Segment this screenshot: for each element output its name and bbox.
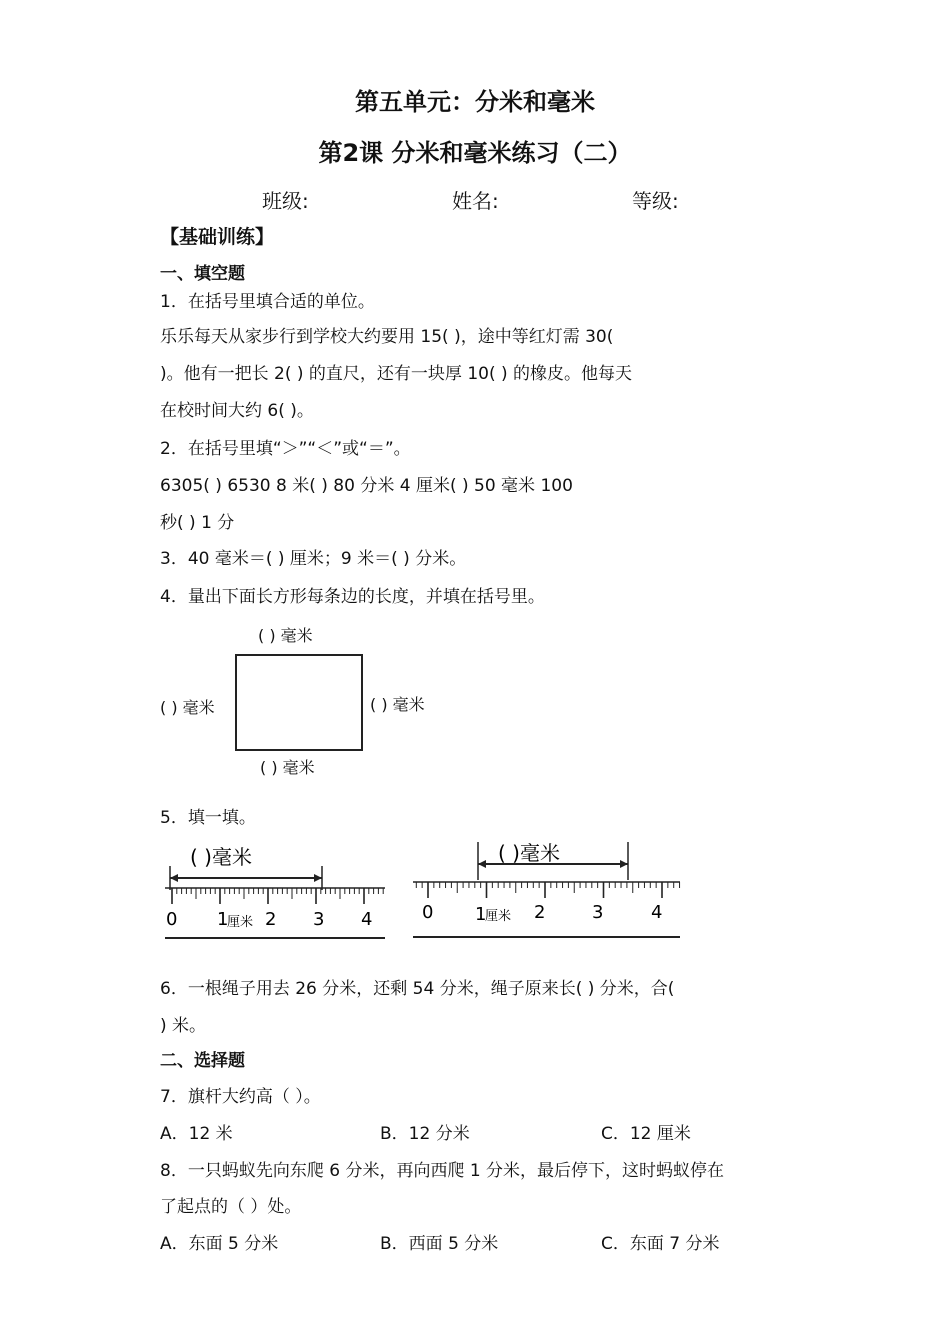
class-label: 班级: (262, 189, 309, 213)
ruler-2-num-1: 1 (475, 904, 487, 925)
q1-line2: )。他有一把长 2( ) 的直尺，还有一块厚 10( ) 的橡皮。他每天 (160, 364, 633, 384)
ruler-1-num-3: 3 (313, 909, 325, 930)
q4-stem: 4．量出下面长方形每条边的长度，并填在括号里。 (160, 587, 545, 607)
q7-option-b[interactable]: B．12 分米 (380, 1124, 470, 1144)
ruler-2 (410, 834, 685, 944)
measurement-rectangle (235, 654, 363, 751)
name-label: 姓名: (452, 189, 499, 213)
lesson-subtitle: 第2课 分米和毫米练习（二） (318, 139, 632, 167)
ruler-1-unit: 厘米 (227, 915, 254, 930)
grade-label: 等级: (632, 189, 679, 213)
rect-left-label: ( ) 毫米 (160, 698, 215, 717)
q7-option-a[interactable]: A．12 米 (160, 1124, 233, 1144)
section-fill-blank: 一、填空题 (160, 264, 245, 284)
q1-line1: 乐乐每天从家步行到学校大约要用 15( )，途中等红灯需 30( (160, 327, 614, 347)
q6-line1: 6．一根绳子用去 26 分米，还剩 54 分米，绳子原来长( ) 分米，合( (160, 979, 675, 999)
q8-option-b[interactable]: B．西面 5 分米 (380, 1234, 499, 1254)
q8-line1: 8．一只蚂蚁先向东爬 6 分米，再向西爬 1 分米，最后停下，这时蚂蚁停在 (160, 1161, 725, 1181)
section-choice: 二、选择题 (160, 1051, 245, 1071)
q2-stem: 2．在括号里填“＞”“＜”或“＝”。 (160, 439, 411, 459)
ruler-1-num-0: 0 (166, 909, 178, 930)
ruler-2-num-0: 0 (422, 902, 434, 923)
ruler-2-unit: 厘米 (485, 909, 512, 924)
q5-stem: 5．填一填。 (160, 808, 256, 828)
ruler-1-label: ( )毫米 (190, 845, 252, 869)
ruler-2-ticks (416, 882, 679, 898)
rect-bottom-label: ( ) 毫米 (260, 758, 315, 777)
q7-option-c[interactable]: C．12 厘米 (601, 1124, 691, 1144)
rect-top-label: ( ) 毫米 (258, 626, 313, 645)
q8-line2: 了起点的（ ）处。 (160, 1197, 302, 1217)
q2-line2: 秒( ) 1 分 (160, 513, 235, 533)
q8-option-c[interactable]: C．东面 7 分米 (601, 1234, 720, 1254)
q2-line1: 6305( ) 6530 8 米( ) 80 分米 4 厘米( ) 50 毫米 100 (160, 476, 573, 496)
q1-line3: 在校时间大约 6( )。 (160, 401, 314, 421)
page-title: 第五单元：分米和毫米 (355, 88, 595, 116)
ruler-2-num-3: 3 (592, 902, 604, 923)
ruler-1-ticks (172, 888, 383, 904)
q6-line2: ) 米。 (160, 1016, 207, 1036)
rect-right-label: ( ) 毫米 (370, 695, 425, 714)
ruler-1 (160, 838, 395, 943)
q3-text: 3．40 毫米＝( ) 厘米；9 米＝( ) 分米。 (160, 549, 467, 569)
q1-stem: 1．在括号里填合适的单位。 (160, 292, 375, 312)
ruler-1-num-4: 4 (361, 909, 373, 930)
ruler-2-label: ( )毫米 (498, 841, 560, 865)
ruler-2-num-2: 2 (534, 902, 546, 923)
training-heading: 【基础训练】 (160, 226, 275, 248)
q8-option-a[interactable]: A．东面 5 分米 (160, 1234, 279, 1254)
ruler-1-num-1: 1 (217, 909, 229, 930)
q7-stem: 7．旗杆大约高（ ）。 (160, 1087, 321, 1107)
ruler-2-num-4: 4 (651, 902, 663, 923)
ruler-1-num-2: 2 (265, 909, 277, 930)
